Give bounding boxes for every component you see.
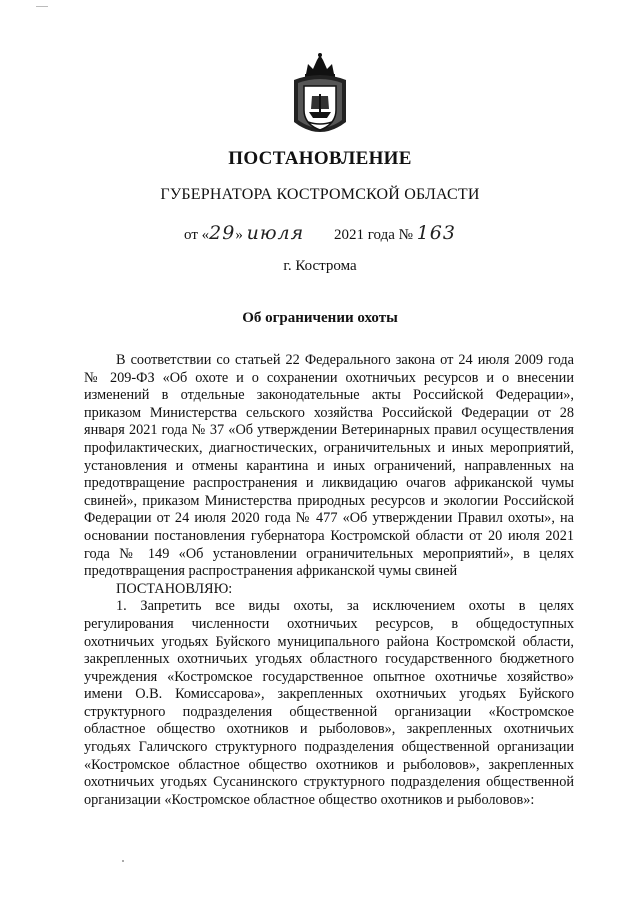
date-prefix: от « xyxy=(184,227,210,243)
date-year-text: 2021 года № xyxy=(333,227,413,243)
document-body xyxy=(84,352,574,809)
paragraph-resolve: ПОСТАНОВЛЯЮ: xyxy=(116,580,233,597)
issuer-subtitle: ГУБЕРНАТОРА КОСТРОМСКОЙ ОБЛАСТИ xyxy=(160,186,480,203)
handwritten-day: 29 xyxy=(209,222,236,244)
scan-mark xyxy=(36,6,48,7)
scan-mark xyxy=(122,860,124,862)
paragraph-preamble: В соответствии со статьей 22 Федерального закона от 24 июля 2009 года № 209-ФЗ «Об охоте и о сохранении охотничьих ресурсов и о внесении изменений в отдельные законодательные акты Российской Федерации», приказом Министерства сельского хозяйства Российской Федерации от 28 января 2021 года № 37 «Об утверждении Ветеринарных правил осуществления профилактических, диагностических, ограничительных и иных мероприятий, установления и отмены карантина и иных ограничений, направленных на предотвращение распространения и ликвидацию очагов африканской чумы свиней», приказом Министерства природных ресурсов и экологии Российской Федерации от 24 июля 2020 года № 477 «Об утверждении Правил охоты», на основании постановления губернатора Костромской области от 20 июля 2021 года № 149 «Об установлении ограничительных мероприятий», в целях предотвращения распространения африканской чумы свиней xyxy=(84,352,574,580)
handwritten-month: июля xyxy=(246,222,305,244)
city-line: г. Кострома xyxy=(283,258,357,274)
date-quote-close: » xyxy=(235,227,243,243)
document-title: ПОСТАНОВЛЕНИЕ xyxy=(228,148,412,169)
date-line xyxy=(0,222,640,244)
coat-of-arms-emblem xyxy=(290,52,350,138)
handwritten-number: 163 xyxy=(416,222,456,244)
document-heading: Об ограничении охоты xyxy=(242,310,398,326)
paragraph-item-1: 1. Запретить все виды охоты, за исключением охоты в целях регулирования численности охотничьих ресурсов, в общедоступных охотничьих угодьях Буйского муниципального района Костромской области, закрепленных охотничьих угодьях областного государственного бюджетного учреждения «Костромское государственное опытное охотничье хозяйство» имени О.В. Комиссарова», закрепленных охотничьих угодьях Буйского структурного подразделения общественной организации «Костромское областное общество охотников и рыболовов», закрепленных охотничьих угодьях Галичского структурного подразделения общественной организации «Костромское областное общество охотников и рыболовов», закрепленных охотничьих угодьях Сусанинского структурного подразделения общественной организации «Костромское областное общество охотников и рыболовов»: xyxy=(84,598,574,808)
